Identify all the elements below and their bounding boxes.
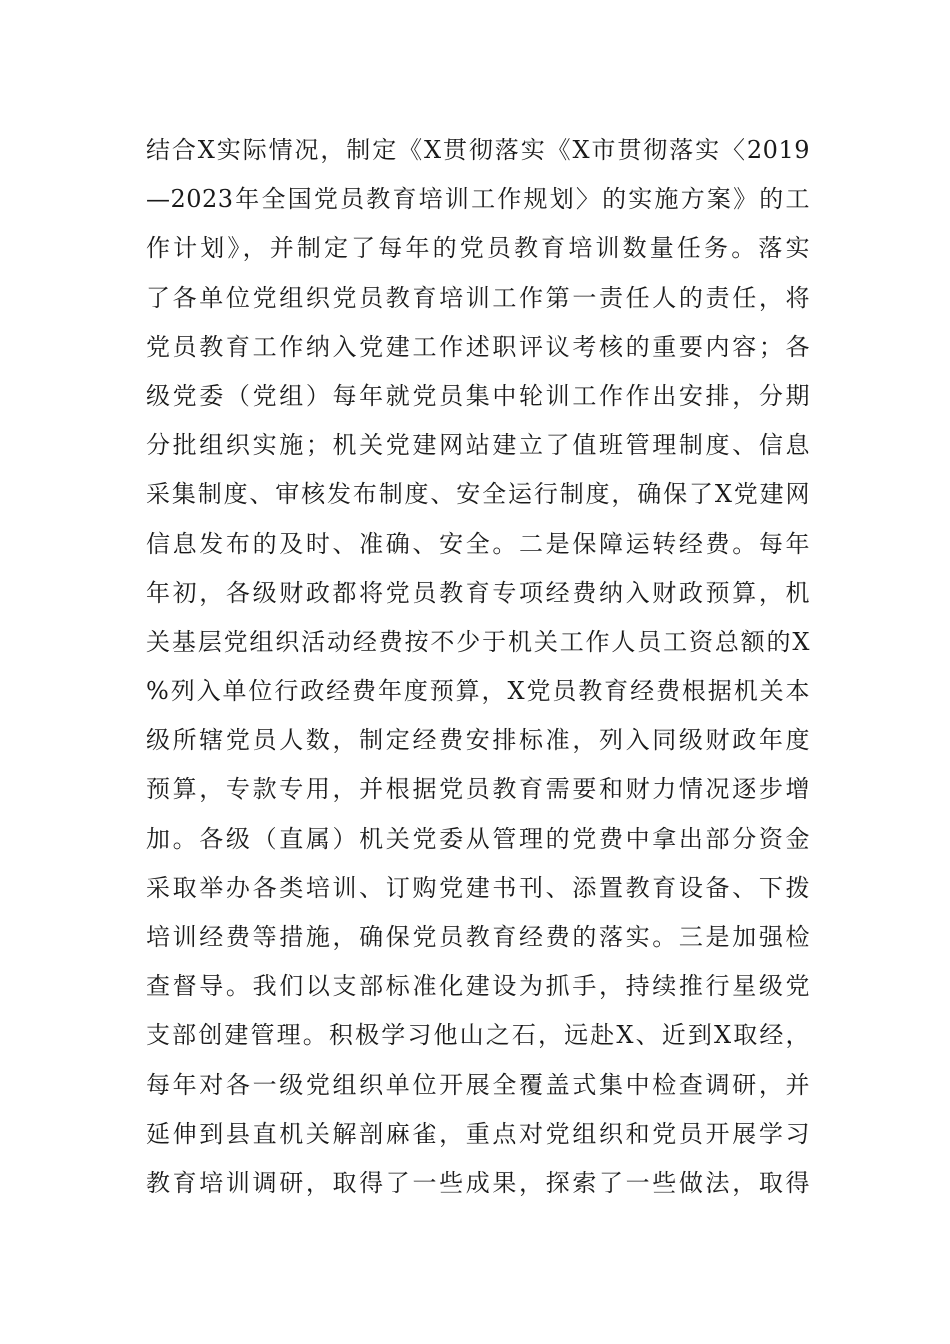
text-line-10: 年初，各级财政都将党员教育专项经费纳入财政预算，机 bbox=[146, 578, 810, 607]
text-line-5: 党员教育工作纳入党建工作述职评议考核的重要内容；各 bbox=[146, 332, 810, 361]
text-line-18: 查督导。我们以支部标准化建设为抓手，持续推行星级党 bbox=[146, 972, 810, 1001]
text-line-4: 了各单位党组织党员教育培训工作第一责任人的责任，将 bbox=[146, 283, 810, 312]
text-line-6: 级党委（党组）每年就党员集中轮训工作作出安排，分期 bbox=[146, 381, 810, 410]
text-line-19: 支部创建管理。积极学习他山之石，远赴X、近到X取经， bbox=[146, 1021, 810, 1050]
text-line-2: —2023年全国党员教育培训工作规划〉的实施方案》的工 bbox=[146, 185, 810, 214]
text-line-17: 培训经费等措施，确保党员教育经费的落实。三是加强检 bbox=[146, 923, 810, 951]
text-line-14: 预算，专款专用，并根据党员教育需要和财力情况逐步增 bbox=[146, 775, 810, 804]
text-line-12: %列入单位行政经费年度预算，X党员教育经费根据机关本 bbox=[146, 677, 810, 706]
text-line-1: 结合X实际情况，制定《X贯彻落实《X市贯彻落实〈2019 bbox=[146, 136, 810, 164]
text-line-11: 关基层党组织活动经费按不少于机关工作人员工资总额的X bbox=[146, 627, 810, 656]
text-line-7: 分批组织实施；机关党建网站建立了值班管理制度、信息 bbox=[146, 431, 810, 460]
text-line-15: 加。各级（直属）机关党委从管理的党费中拿出部分资金 bbox=[146, 824, 810, 853]
text-line-20: 每年对各一级党组织单位开展全覆盖式集中检查调研，并 bbox=[146, 1070, 810, 1099]
text-line-16: 采取举办各类培训、订购党建书刊、添置教育设备、下拨 bbox=[146, 873, 810, 902]
text-line-22: 教育培训调研，取得了一些成果，探索了一些做法，取得 bbox=[146, 1168, 810, 1197]
text-line-9: 信息发布的及时、准确、安全。二是保障运转经费。每年 bbox=[146, 529, 810, 558]
text-line-21: 延伸到县直机关解剖麻雀，重点对党组织和党员开展学习 bbox=[146, 1119, 810, 1148]
text-line-13: 级所辖党员人数，制定经费安排标准，列入同级财政年度 bbox=[146, 726, 810, 755]
text-line-3: 作计划》，并制定了每年的党员教育培训数量任务。落实 bbox=[146, 234, 810, 263]
text-line-8: 采集制度、审核发布制度、安全运行制度，确保了X党建网 bbox=[146, 480, 810, 509]
body-paragraph bbox=[146, 126, 810, 1208]
